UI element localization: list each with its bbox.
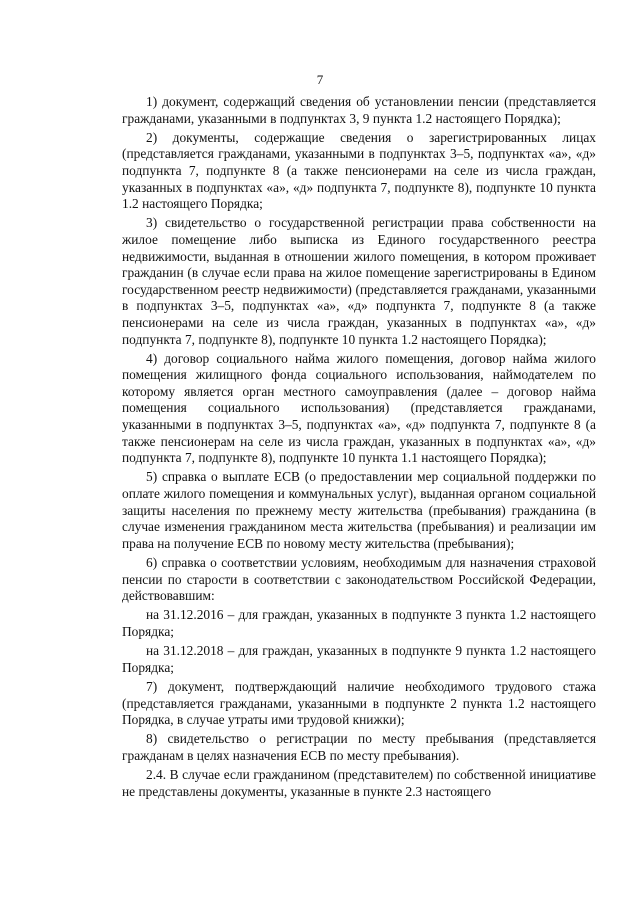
- paragraph-section-2-4: 2.4. В случае если гражданином (представителем) по собственной инициативе не представлены документы, указанные в пункте 2.3 настоящего: [122, 767, 596, 799]
- paragraph-item-2: 2) документы, содержащие сведения о зарегистрированных лицах (представляется гражданами, указанными в подпунктах 3–5, подпунктах «а», «д» подпункта 7, подпункте 8 (а также пенсионерами на селе из числа граждан, указанных в подпунктах «а», «д» подпункта 7, подпункте 8), подпункте 10 пункта 1.2 настоящего Порядка;: [122, 129, 596, 212]
- paragraph-item-6-2016: на 31.12.2016 – для граждан, указанных в подпункте 3 пункта 1.2 настоящего Порядка;: [122, 607, 596, 639]
- paragraph-item-3: 3) свидетельство о государственной регистрации права собственности на жилое помещение либо выписка из Единого государственного реестра недвижимости, выданная в отношении жилого помещения, в котором проживает гражданин (в случае если права на жилое помещение зарегистрированы в Едином государственном реестр недвижимости) (представляется гражданами, указанными в подпунктах 3–5, подпунктах «а», «д» подпункта 7, подпункте 8 (а также пенсионерами на селе из числа граждан, указанных в подпунктах «а», «д» подпункта 7, подпункте 8), подпункте 10 пункта 1.2 настоящего Порядка);: [122, 215, 596, 347]
- paragraph-item-1: 1) документ, содержащий сведения об установлении пенсии (представляется гражданами, указанными в подпунктах 3, 9 пункта 1.2 настоящего Порядка);: [122, 94, 596, 126]
- paragraph-item-6: 6) справка о соответствии условиям, необходимым для назначения страховой пенсии по старости в соответствии с законодательством Российской Федерации, действовавшим:: [122, 555, 596, 604]
- paragraph-item-8: 8) свидетельство о регистрации по месту пребывания (представляется гражданам в целях назначения ЕСВ по месту пребывания).: [122, 731, 596, 763]
- document-body: [122, 94, 596, 803]
- page-number: 7: [316, 72, 324, 87]
- paragraph-item-6-2018: на 31.12.2018 – для граждан, указанных в подпункте 9 пункта 1.2 настоящего Порядка;: [122, 643, 596, 675]
- paragraph-item-4: 4) договор социального найма жилого помещения, договор найма жилого помещения жилищного фонда социального использования, наймодателем по которому является орган местного самоуправления (далее – договор найма помещения социального использования) (представляется гражданами, указанными в подпунктах 3–5, подпунктах «а», «д» подпункта 7, подпункте 8 (а также пенсионерам на селе из числа граждан, указанных в подпунктах «а», «д» подпункта 7, подпункте 8), подпункте 10 пункта 1.1 настоящего Порядка);: [122, 350, 596, 466]
- paragraph-item-7: 7) документ, подтверждающий наличие необходимого трудового стажа (представляется гражданами, указанными в подпункте 2 пункта 1.2 настоящего Порядка, в случае утраты ими трудовой книжки);: [122, 678, 596, 728]
- paragraph-item-5: 5) справка о выплате ЕСВ (о предоставлении мер социальной поддержки по оплате жилого помещения и коммунальных услуг), выданная органом социальной защиты населения по прежнему месту жительства (пребывания) гражданина (в случае изменения гражданином места жительства (пребывания) и реализации им права на получение ЕСВ по новому месту жительства (пребывания);: [122, 469, 596, 551]
